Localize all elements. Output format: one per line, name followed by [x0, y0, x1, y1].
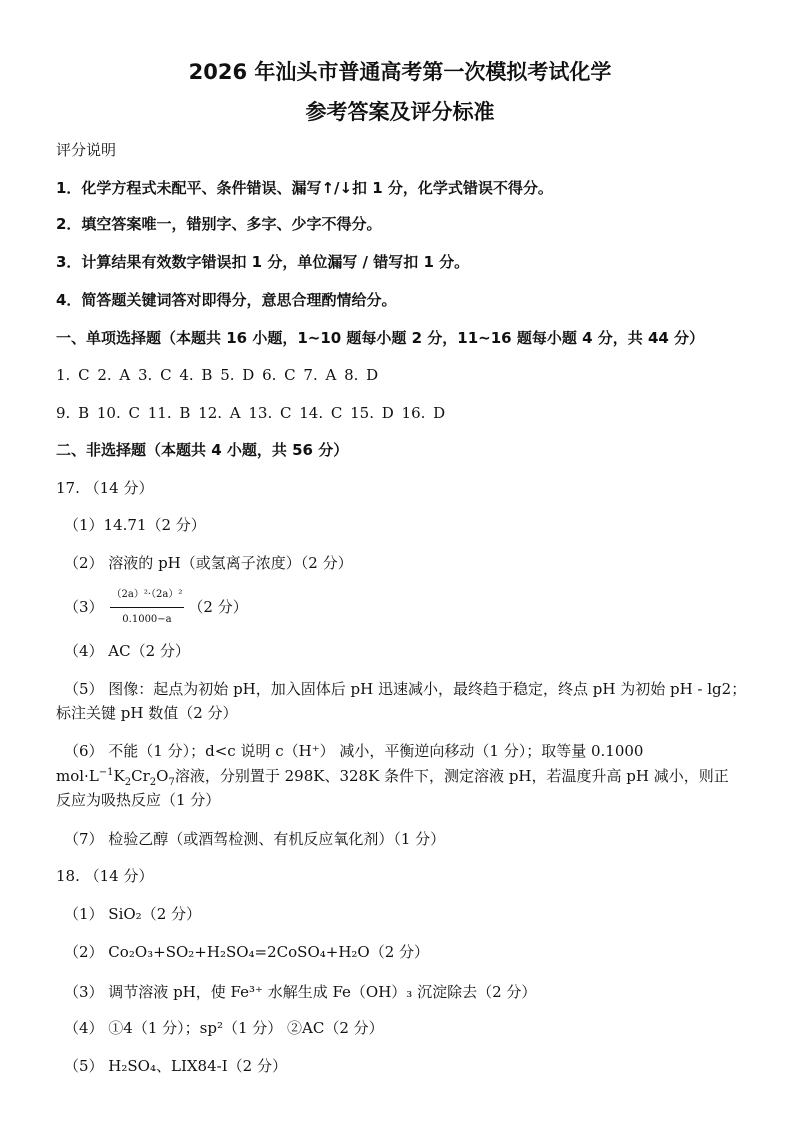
q17-answer-6-line-2 — [56, 766, 756, 786]
part1-heading: 一、单项选择题（本题共 16 小题，1~10 题每小题 2 分，11~16 题每小题 4 分，共 44 分） — [56, 329, 705, 347]
q18-answer-5: （5） H₂SO₄、LIX84-I（2 分） — [64, 1057, 287, 1075]
q17-answer-3-prefix: （3） — [64, 598, 104, 616]
fraction-numerator: （2a）²·（2a）² — [110, 585, 185, 608]
unit-text: mol·L — [56, 767, 99, 785]
q17-answer-7: （7） 检验乙醇（或酒驾检测、有机反应氧化剂）（1 分） — [64, 830, 446, 848]
q17-answer-1: （1）14.71（2 分） — [64, 516, 206, 534]
page-title: 2026 年汕头市普通高考第一次模拟考试化学 — [188, 60, 612, 84]
q17-answer-2: （2） 溶液的 pH（或氢离子浓度）（2 分） — [64, 554, 353, 572]
formula-sub-2: 2 — [149, 777, 157, 788]
unit-exponent: −1 — [98, 767, 114, 778]
scoring-note-3: 3．计算结果有效数字错误扣 1 分，单位漏写 / 错写扣 1 分。 — [56, 253, 470, 271]
question-17-label: 17. （14 分） — [56, 479, 154, 497]
scoring-note-1: 1．化学方程式未配平、条件错误、漏写↑/↓扣 1 分，化学式错误不得分。 — [56, 179, 553, 197]
scoring-note-4: 4．简答题关键词答对即得分，意思合理酌情给分。 — [56, 291, 397, 309]
q18-answer-4: （4） ①4（1 分）；sp²（1 分） ②AC（2 分） — [64, 1019, 384, 1037]
fraction-denominator: 0.1000−a — [122, 613, 172, 625]
page-subtitle: 参考答案及评分标准 — [305, 100, 495, 124]
mc-answers-row-2: 9. B 10. C 11. B 12. A 13. C 14. C 15. D 16. D — [56, 404, 446, 422]
q18-answer-1: （1） SiO₂（2 分） — [64, 905, 202, 923]
q17-answer-4: （4） AC（2 分） — [64, 642, 190, 660]
scoring-notes-heading: 评分说明 — [56, 141, 117, 159]
scoring-note-2: 2．填空答案唯一，错别字、多字、少字不得分。 — [56, 215, 382, 233]
q17-answer-5-line-1: （5） 图像：起点为初始 pH，加入固体后 pH 迅速减小，最终趋于稳定，终点 pH 为初始 pH - lg2； — [64, 680, 747, 698]
q17-answer-6-line-3: 反应为吸热反应（1 分） — [56, 791, 221, 809]
mc-answers-row-1: 1. C 2. A 3. C 4. B 5. D 6. C 7. A 8. D — [56, 366, 379, 384]
formula-o: O — [156, 767, 169, 785]
q18-answer-2: （2） Co₂O₃+SO₂+H₂SO₄=2CoSO₄+H₂O（2 分） — [64, 943, 430, 961]
formula-sub-1: 2 — [124, 777, 132, 788]
q18-answer-3: （3） 调节溶液 pH，使 Fe³⁺ 水解生成 Fe（OH）₃ 沉淀除去（2 分） — [64, 983, 537, 1001]
formula-cr: Cr — [131, 767, 150, 785]
q17-answer-5-line-2: 标注关键 pH 数值（2 分） — [56, 704, 238, 722]
q17-answer-6-line-1: （6） 不能（1 分）；d<c 说明 c（H⁺） 减小，平衡逆向移动（1 分）；取等量 0.1000 — [64, 742, 644, 760]
formula-k: K — [113, 767, 125, 785]
question-18-label: 18. （14 分） — [56, 867, 154, 885]
q17-answer-3-score: （2 分） — [188, 598, 248, 616]
formula-sub-3: 7 — [168, 777, 175, 788]
q17-answer-6-text: 溶液，分别置于 298K、328K 条件下，测定溶液 pH，若温度升高 pH 减小，则正 — [174, 767, 729, 785]
q17-answer-3 — [64, 590, 764, 624]
q17-answer-3-fraction — [110, 585, 185, 630]
part2-heading: 二、非选择题（本题共 4 小题，共 56 分） — [56, 441, 349, 459]
